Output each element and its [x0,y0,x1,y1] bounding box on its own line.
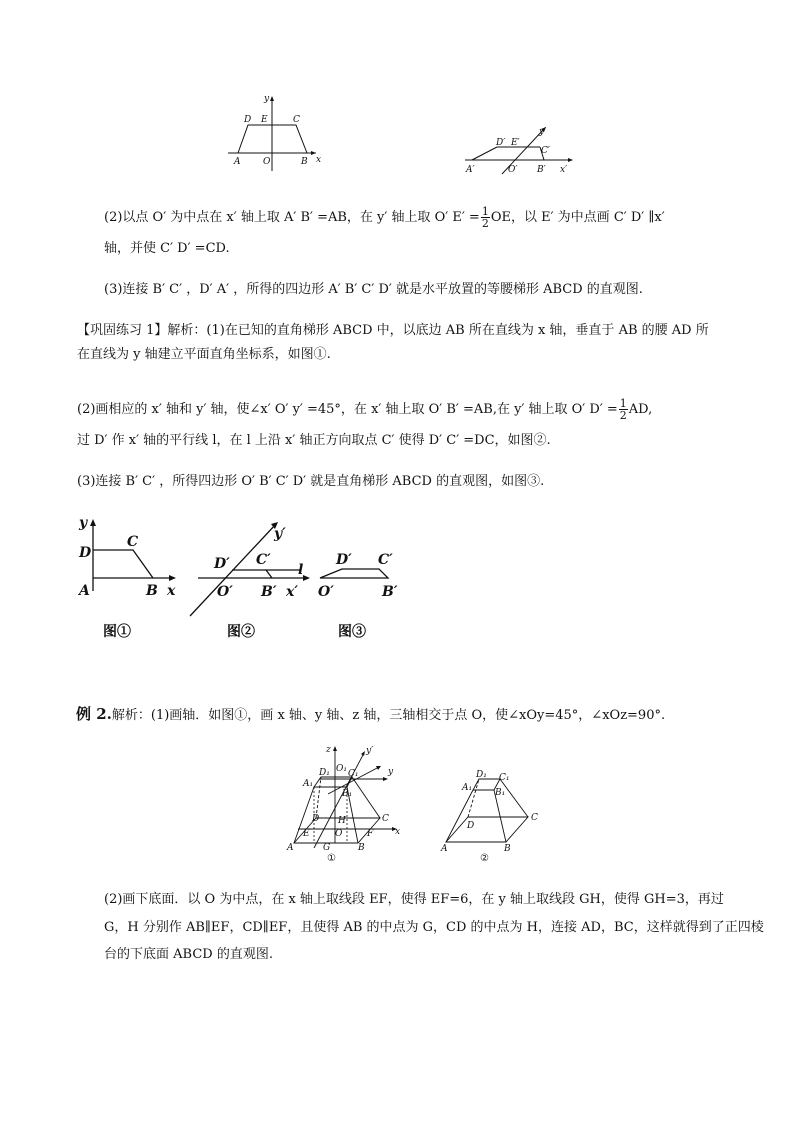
fig1-y-label: y [79,515,88,531]
exercise1-line2: 在直线为 y 轴建立平面直角坐标系，如图①. [77,347,331,362]
example2-line2: (2)画下底面．以 O 为中点，在 x 轴上取线段 EF，使得 EF=6，在 y 轴上取线段 GH，使得 GH=3，再过 [104,892,724,907]
point-d: D [244,115,252,125]
point-b-prime: B′ [537,165,546,175]
point-c-prime: C′ [541,146,550,156]
point-c: C [293,115,300,125]
fig2-caption: 图② [227,624,255,640]
frustum2-b1-label: B₁ [495,788,506,798]
frustum-result-figure [438,768,548,866]
exercise1-line5: (3)连接 B′ C′ ，所得四边形 O′ B′ C′ D′ 就是直角梯形 ABCD 的直观图，如图③. [77,474,545,489]
example2-label: 例 2. [76,705,112,723]
frustum2-d-label: D [467,821,475,831]
frustum-a-label: A [287,843,294,853]
exercise1-line3: (2)画相应的 x′ 轴和 y′ 轴，使∠x′ O′ y′ =45°，在 x′ 轴上取 O′ B′ =AB,在 y′ 轴上取 O′ D′ = $\frac{1}{2}$ AD, [77,397,653,422]
frustum-axes-figure [284,742,406,864]
point-b: B [301,157,308,167]
fig3-c-label: C′ [378,552,393,568]
fig2-d-label: D′ [214,556,230,572]
example2-line1: 例 2.解析：(1)画轴．如图①，画 x 轴、y 轴、z 轴，三轴相交于点 O，使∠xOy=45°，∠xOz=90°. [76,705,666,723]
step2-line1: (2)以点 O′ 为中点在 x′ 轴上取 A′ B′ =AB，在 y′ 轴上取 O′ E′ = $\frac{1}{2}$ OE，以 E′ 为中点画 C′ D′ ∥x′ [104,205,665,230]
fig1-b-label: B [146,583,158,599]
point-d-prime: D′ [496,138,506,148]
example2-line4: 台的下底面 ABCD 的直观图. [104,947,273,962]
frustum-x-label: x [395,827,401,837]
frustum2-a1-label: A₁ [462,783,473,793]
x-prime-axis-label: x′ [560,165,568,175]
fig3-o-label: O′ [318,584,334,600]
exercise1-line1: 【巩固练习 1】解析：(1)在已知的直角梯形 ABCD 中，以底边 AB 所在直线为 x 轴，垂直于 AB 的腰 AD 所 [77,323,709,338]
fig2-c-label: C′ [256,552,271,568]
frustum-a1-label: A₁ [303,779,314,789]
frustum-c-label: C [382,814,389,824]
fig1-d-label: D [79,545,92,561]
fig2-o-label: O′ [217,584,233,600]
half-fraction-2: $\frac{1}{2}$ [619,397,627,422]
frustum-z-label: z [326,745,331,755]
frustum2-d1-label: D₁ [476,770,487,780]
exercise1-line4: 过 D′ 作 x′ 轴的平行线 l，在 l 上沿 x′ 轴正方向取点 C′ 使得 D′ C′ =DC，如图②. [77,433,551,448]
figure-1-right-trapezoid [76,514,186,644]
example2-line3: G，H 分别作 AB∥EF，CD∥EF，且使得 AB 的中点为 G，CD 的中点为 H，连接 AD，BC，这样就得到了正四棱 [104,920,764,935]
frustum-h-label: H [338,816,346,826]
trapezoid-direct-view-figure [462,122,582,177]
trapezoid-original-figure [228,92,328,172]
fig1-x-label: x [167,583,176,599]
frustum-c1-label: C₁ [348,769,359,779]
point-o-prime: O′ [508,165,518,175]
fig3-d-label: D′ [336,552,352,568]
point-a: A [234,157,241,167]
fig1-a-label: A [79,583,90,599]
frustum-b-label: B [358,843,365,853]
fig2-l-label: l [298,562,304,578]
frustum-o-label: O [335,829,343,839]
point-e: E [261,115,268,125]
frustum2-a-label: A [441,844,448,854]
point-a-prime: A′ [466,165,475,175]
figure-2-construction [188,514,318,644]
step2-line2: 轴，并使 C′ D′ =CD. [104,241,230,256]
fig2-x-label: x′ [286,584,299,600]
y-prime-axis-label: y′ [539,127,547,137]
frustum2-c-label: C [531,813,538,823]
point-e-prime: E′ [511,138,520,148]
frustum2-c1-label: C₁ [499,773,510,783]
frustum2-b-label: B [504,844,511,854]
fig2-y-label: y′ [274,526,286,542]
x-axis-label: x [316,155,322,165]
fig3-b-label: B′ [382,584,398,600]
frustum-f-label: F [367,829,374,839]
fig1-c-label: C [127,534,139,550]
frustum-g-label: G [323,843,331,853]
fig3-caption: 图③ [338,624,366,640]
figure-3-result [318,514,408,644]
point-o: O [263,157,271,167]
frustum-b1-label: B₁ [342,789,353,799]
y-axis-label: y [264,94,270,104]
frustum1-caption: ① [327,853,336,864]
half-fraction: $\frac{1}{2}$ [481,205,489,230]
step3-line: (3)连接 B′ C′ ，D′ A′ ，所得的四边形 A′ B′ C′ D′ 就是水平放置的等腰梯形 ABCD 的直观图. [104,282,643,297]
frustum-d1-label: D₁ [319,768,330,778]
frustum2-caption: ② [480,853,489,864]
frustum-y-label: y [388,767,394,777]
frustum-e-label: E [303,829,310,839]
frustum-d-label: D [312,814,320,824]
frustum-o1-label: O₁ [336,764,347,774]
fig2-b-label: B′ [261,584,277,600]
frustum-y-prime-label: y′ [366,746,374,756]
fig1-caption: 图① [103,624,131,640]
